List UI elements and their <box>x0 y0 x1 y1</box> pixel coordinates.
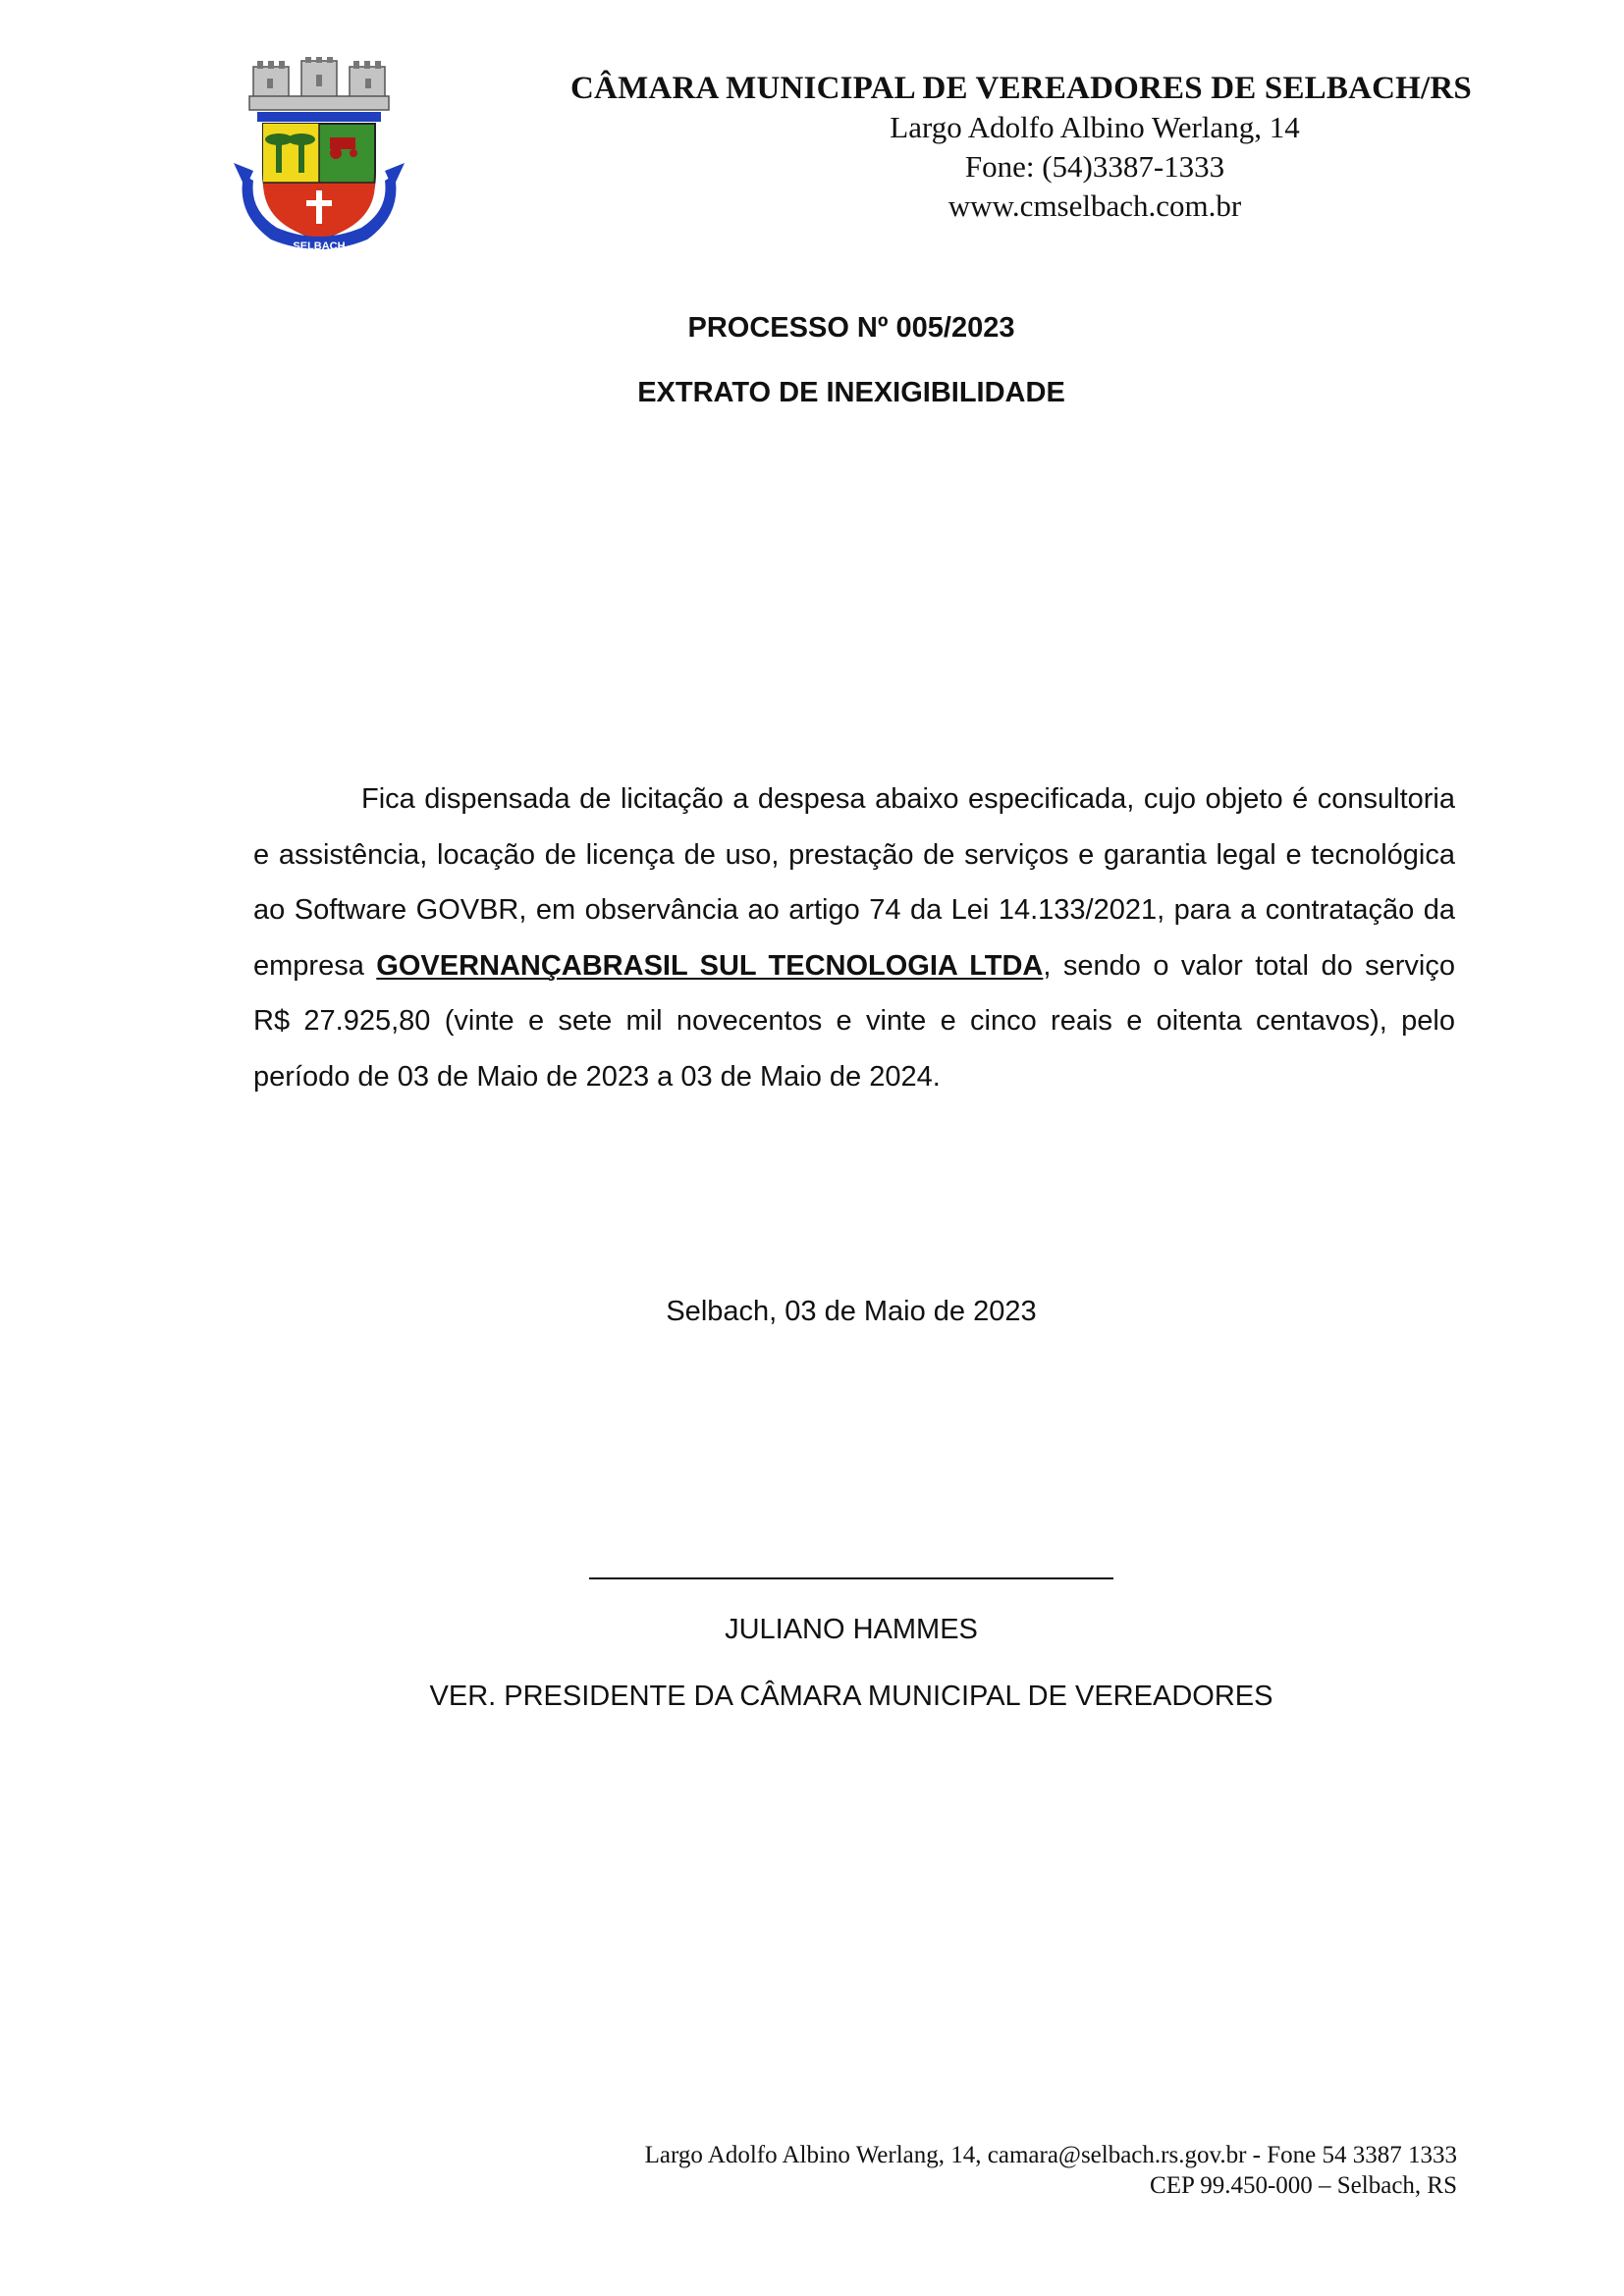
date-place: Selbach, 03 de Maio de 2023 <box>666 1296 1037 1327</box>
document-title: EXTRATO DE INEXIGIBILIDADE <box>637 377 1065 408</box>
footer-line-1: Largo Adolfo Albino Werlang, 14, camara@selbach.rs.gov.br - Fone 54 3387 1333 <box>644 2142 1457 2168</box>
body-text-part2: , sendo o valor total do serviço R$ 27.925,80 (vinte e sete mil novecentos e vinte e cinco reais e oitenta centavos), pelo período de 03 de Maio de 2023 a 03 de Maio de 2024. <box>253 949 1455 1093</box>
page-footer <box>645 2140 1457 2201</box>
letterhead-address: Largo Adolfo Albino Werlang, 14 <box>890 110 1300 144</box>
coat-of-arms-logo <box>232 57 406 259</box>
letterhead-website[interactable]: www.cmselbach.com.br <box>947 188 1242 223</box>
company-name: GOVERNANÇABRASIL SUL TECNOLOGIA LTDA <box>376 949 1044 982</box>
signer-role: VER. PRESIDENTE DA CÂMARA MUNICIPAL DE VEREADORES <box>429 1681 1273 1712</box>
process-number: PROCESSO Nº 005/2023 <box>687 312 1015 344</box>
signature-line <box>589 1577 1113 1579</box>
crest-banner-text: SELBACH <box>293 240 346 252</box>
letterhead-phone: Fone: (54)3387-1333 <box>964 149 1225 184</box>
body-paragraph <box>253 772 1455 1104</box>
institution-name: CÂMARA MUNICIPAL DE VEREADORES DE SELBACH/RS <box>570 71 1472 106</box>
letterhead <box>530 69 1512 226</box>
signer-name: JULIANO HAMMES <box>725 1614 978 1645</box>
footer-line-2: CEP 99.450-000 – Selbach, RS <box>1150 2172 1457 2199</box>
body-text-part1: Fica dispensada de licitação a despesa abaixo especificada, cujo objeto é consultoria e assistência, locação de licença de uso, prestação de serviços e garantia legal e tecnológica ao Software GOVBR, em observância ao artigo 74 da Lei 14.133/2021, para a contratação da empresa <box>253 783 1455 982</box>
